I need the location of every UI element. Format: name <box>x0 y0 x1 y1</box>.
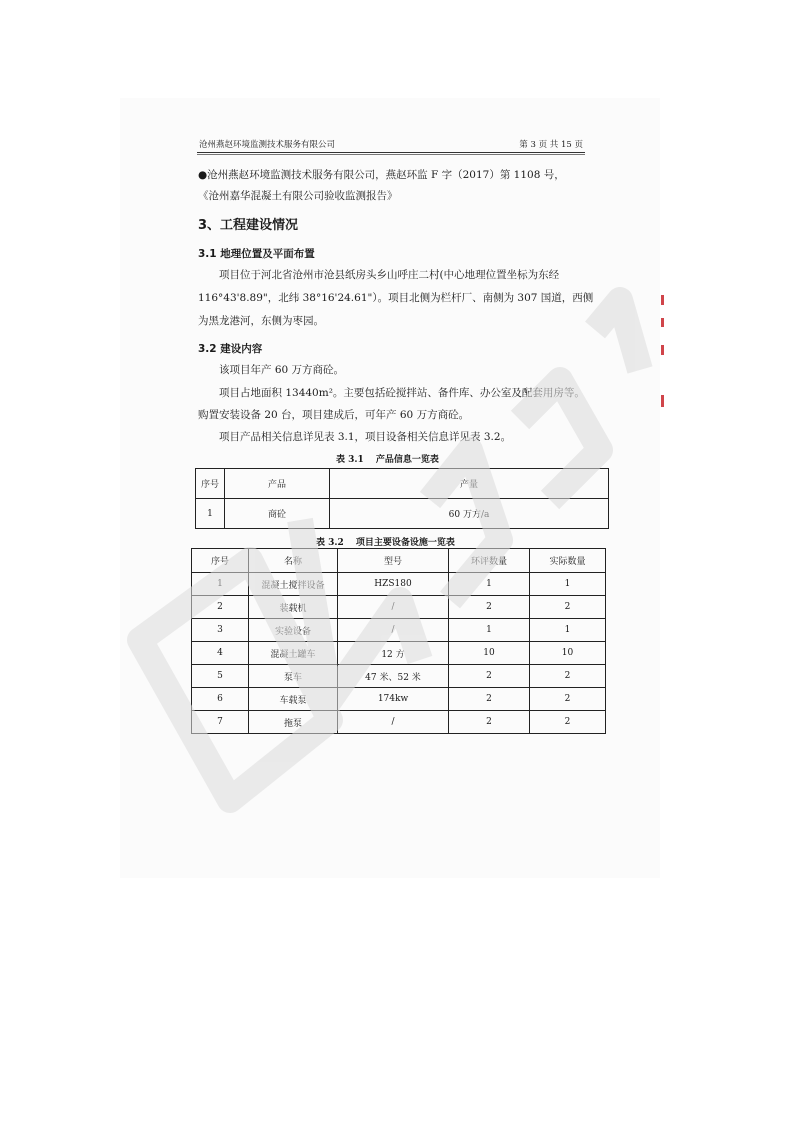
table-cell: 10 <box>530 642 606 665</box>
table-cell: / <box>338 711 449 734</box>
table-cell: 混凝土搅拌设备 <box>249 573 338 596</box>
section-3-title: 3、工程建设情况 <box>198 218 299 233</box>
section-3-1-title: 3.1 地理位置及平面布置 <box>198 248 315 260</box>
table-cell: 混凝土罐车 <box>249 642 338 665</box>
table-cell: 2 <box>530 688 606 711</box>
table-cell: 2 <box>530 665 606 688</box>
table-header-cell: 型号 <box>338 549 449 573</box>
table-cell: 2 <box>530 711 606 734</box>
table-3-2 <box>191 548 606 734</box>
table-cell: 3 <box>192 619 249 642</box>
table-cell: 174kw <box>338 688 449 711</box>
table-cell: 2 <box>449 711 530 734</box>
table-cell: 2 <box>449 665 530 688</box>
table-cell: 实验设备 <box>249 619 338 642</box>
s32-line-1: 该项目年产 60 万方商砼。 <box>219 364 345 376</box>
table-cell: 4 <box>192 642 249 665</box>
seal-fragment <box>661 395 664 407</box>
table-cell: 6 <box>192 688 249 711</box>
table-header-cell: 序号 <box>192 549 249 573</box>
s31-line-2: 116°43'8.89"，北纬 38°16'24.61"）。项目北侧为栏杆厂、南侧为 307 国道，西侧 <box>198 292 594 304</box>
table-cell: 1 <box>449 573 530 596</box>
table-3-1-caption: 表 3.1 产品信息一览表 <box>336 455 439 465</box>
table-cell: 泵车 <box>249 665 338 688</box>
table-header-row <box>192 549 606 573</box>
table-cell: / <box>338 596 449 619</box>
table-cell: 拖泵 <box>249 711 338 734</box>
table-cell: 1 <box>449 619 530 642</box>
table-cell: 1 <box>196 499 225 529</box>
table-header-cell: 产品 <box>225 469 330 499</box>
table-cell: 10 <box>449 642 530 665</box>
table-row <box>196 499 609 529</box>
table-cell: 2 <box>192 596 249 619</box>
page-header <box>197 138 585 153</box>
table-cell: 12 方 <box>338 642 449 665</box>
s32-line-4: 项目产品相关信息详见表 3.1，项目设备相关信息详见表 3.2。 <box>219 431 512 443</box>
table-header-cell: 实际数量 <box>530 549 606 573</box>
seal-fragment <box>661 295 664 305</box>
table-row <box>192 573 606 596</box>
table-cell: HZS180 <box>338 573 449 596</box>
table-header-cell: 产量 <box>330 469 609 499</box>
header-rule <box>197 154 585 155</box>
table-cell: 7 <box>192 711 249 734</box>
table-cell: 1 <box>192 573 249 596</box>
table-cell: 1 <box>530 573 606 596</box>
table-cell: 商砼 <box>225 499 330 529</box>
s32-line-3: 购置安装设备 20 台，项目建成后，可年产 60 万方商砼。 <box>198 409 470 421</box>
table-cell: 2 <box>530 596 606 619</box>
table-cell: 车载泵 <box>249 688 338 711</box>
table-3-1 <box>195 468 609 529</box>
table-cell: / <box>338 619 449 642</box>
table-header-cell: 序号 <box>196 469 225 499</box>
table-cell: 5 <box>192 665 249 688</box>
reference-line-2: 《沧州嘉华混凝土有限公司验收监测报告》 <box>198 190 398 202</box>
reference-line-1: ●沧州燕赵环境监测技术服务有限公司，燕赵环监 F 字（2017）第 1108 号， <box>198 169 565 181</box>
table-header-cell: 环评数量 <box>449 549 530 573</box>
table-cell: 2 <box>449 596 530 619</box>
table-cell: 1 <box>530 619 606 642</box>
table-cell: 60 万方/a <box>330 499 609 529</box>
table-row <box>192 665 606 688</box>
table-header-cell: 名称 <box>249 549 338 573</box>
table-cell: 47 米、52 米 <box>338 665 449 688</box>
s31-line-1: 项目位于河北省沧州市沧县纸房头乡山呼庄二村(中心地理位置坐标为东经 <box>219 269 560 281</box>
seal-fragment <box>661 345 664 355</box>
header-page-info: 第 3 页 共 15 页 <box>519 140 583 150</box>
s31-line-3: 为黑龙港河，东侧为枣园。 <box>198 315 324 327</box>
section-3-2-title: 3.2 建设内容 <box>198 343 263 355</box>
table-3-2-caption: 表 3.2 项目主要设备设施一览表 <box>316 538 455 548</box>
table-header-row <box>196 469 609 499</box>
table-row <box>192 688 606 711</box>
table-row <box>192 596 606 619</box>
table-row <box>192 711 606 734</box>
table-cell: 2 <box>449 688 530 711</box>
table-cell: 装载机 <box>249 596 338 619</box>
table-row <box>192 619 606 642</box>
s32-line-2: 项目占地面积 13440m²。主要包括砼搅拌站、备件库、办公室及配套用房等。 <box>219 387 585 399</box>
header-company: 沧州燕赵环境监测技术服务有限公司 <box>199 140 336 150</box>
seal-fragment <box>661 318 664 327</box>
table-row <box>192 642 606 665</box>
